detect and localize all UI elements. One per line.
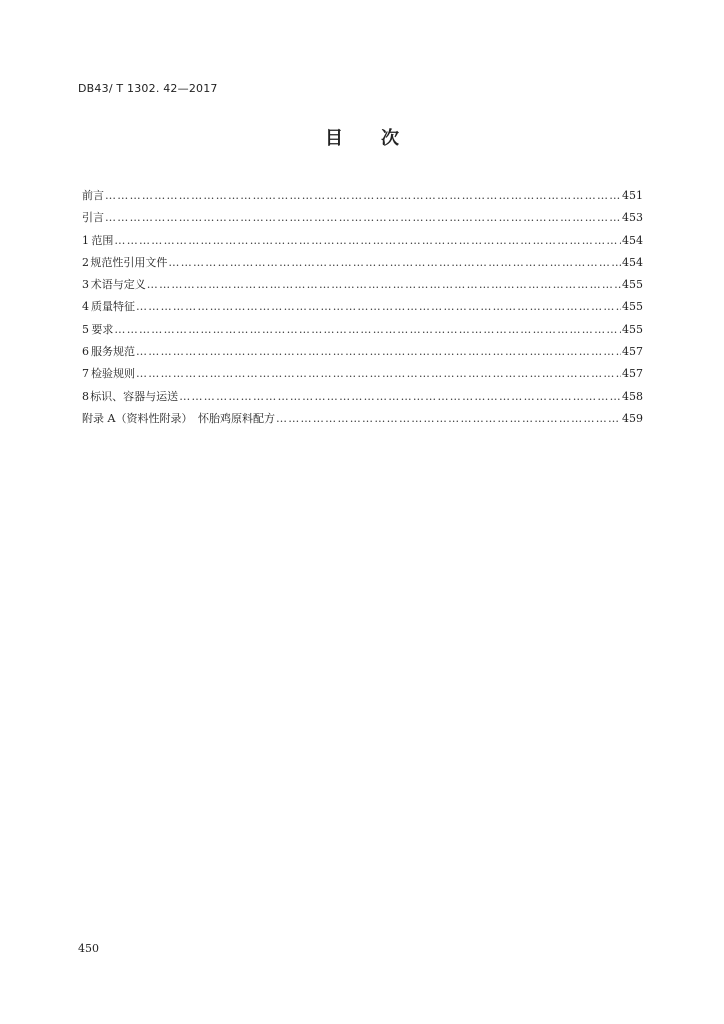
toc-entry[interactable] (82, 230, 643, 252)
toc-entry-number: 4 (82, 300, 89, 314)
toc-entry[interactable] (82, 386, 643, 408)
toc-entry[interactable] (82, 252, 643, 274)
toc-entry-label: 规范性引用文件 (90, 255, 168, 269)
toc-entry[interactable] (82, 296, 643, 318)
toc-entry-label: 范围 (91, 233, 114, 247)
leader-dots (105, 185, 621, 207)
toc-entry-number: 3 (82, 278, 89, 292)
document-code: DB43/ T 1302. 42—2017 (78, 82, 218, 95)
toc-entry[interactable] (82, 207, 643, 229)
leader-dots (168, 252, 621, 274)
toc-entry-page: 455 (622, 322, 643, 336)
toc-entry-number: 2 (82, 255, 89, 269)
toc-entry-number: 1 (82, 233, 89, 247)
toc-entry-label: 标识、容器与运送 (90, 389, 179, 403)
toc-entry-label: 检验规则 (90, 367, 135, 381)
toc-entry-page: 457 (622, 367, 643, 381)
toc-entry[interactable] (82, 185, 643, 207)
toc-entry-label: 要求 (91, 322, 114, 336)
toc-entry-number: 5 (82, 322, 89, 336)
toc-entry-page: 454 (622, 255, 643, 269)
toc-entry-page: 451 (622, 189, 643, 202)
toc-entry[interactable] (82, 363, 643, 385)
toc-entry[interactable] (82, 319, 643, 341)
page-title: 目次 (325, 128, 437, 149)
toc-entry[interactable] (82, 341, 643, 363)
toc-entry-page: 454 (622, 233, 643, 247)
leader-dots (105, 207, 621, 229)
toc-entry-label: 前言 (82, 189, 104, 202)
toc-entry[interactable] (82, 408, 643, 430)
page-number: 450 (78, 942, 99, 955)
toc-entry-label: 质量特征 (90, 300, 135, 314)
leader-dots (147, 274, 621, 296)
toc-entry-page: 453 (622, 211, 643, 225)
toc-entry-number: 7 (82, 367, 89, 381)
leader-dots (136, 341, 621, 363)
toc-entry-label: 引言 (82, 211, 104, 225)
toc-entry[interactable] (82, 274, 643, 296)
leader-dots (276, 408, 621, 430)
leader-dots (136, 363, 621, 385)
toc-entry-number: 8 (82, 389, 89, 403)
toc-entry-number: 6 (82, 345, 89, 359)
leader-dots (136, 296, 621, 318)
table-of-contents (82, 185, 643, 430)
leader-dots (179, 386, 621, 408)
toc-entry-page: 459 (622, 411, 643, 425)
toc-entry-page: 458 (622, 389, 643, 403)
toc-entry-label: 附录 A（资料性附录） 怀胎鸡原料配方 (82, 411, 275, 425)
toc-entry-label: 术语与定义 (90, 278, 146, 292)
leader-dots (114, 319, 621, 341)
toc-entry-page: 455 (622, 278, 643, 292)
leader-dots (114, 230, 621, 252)
toc-entry-page: 457 (622, 345, 643, 359)
toc-entry-label: 服务规范 (90, 345, 135, 359)
toc-entry-page: 455 (622, 300, 643, 314)
